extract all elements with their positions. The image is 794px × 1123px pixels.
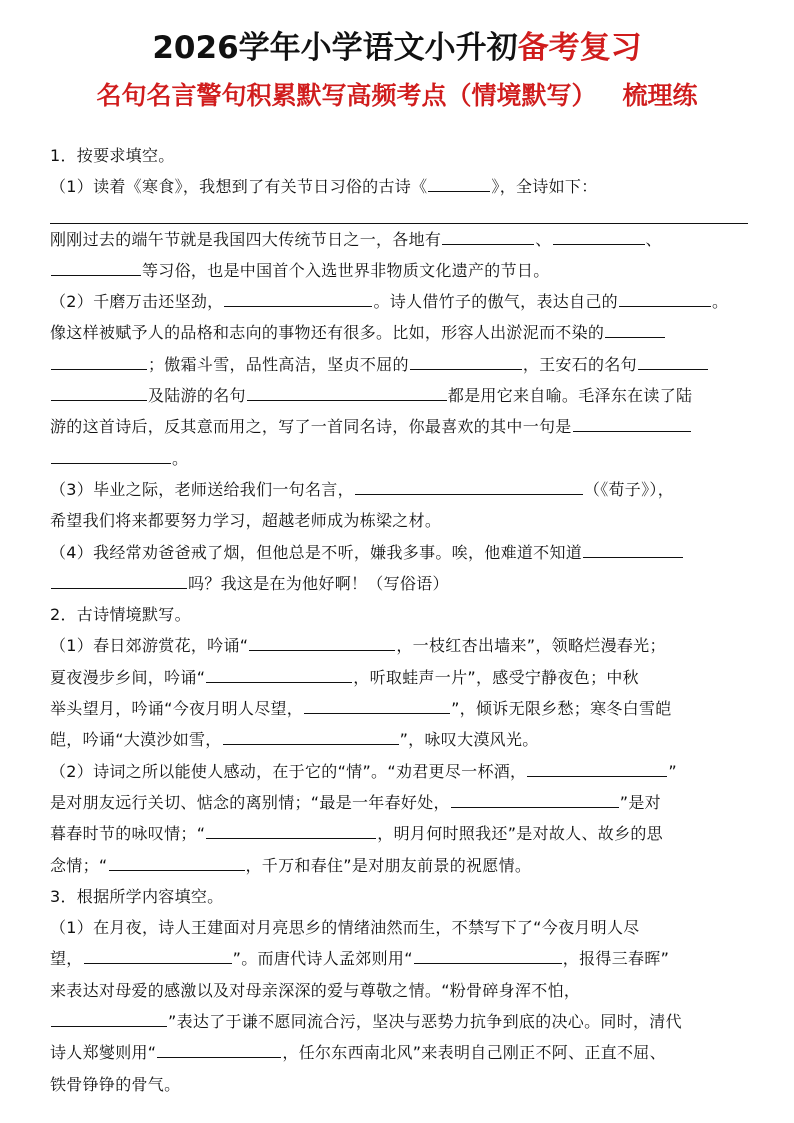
q1-line: （2）千磨万击还坚劲， 。诗人借竹子的傲气，表达自己的 。 <box>50 286 772 317</box>
answer-blank[interactable] <box>304 695 450 714</box>
answer-blank[interactable] <box>51 445 171 464</box>
q1-line: 。 <box>50 443 772 474</box>
answer-blank[interactable] <box>414 945 562 964</box>
q1-line: 希望我们将来都要努力学习，超越老师成为栋梁之材。 <box>50 511 442 531</box>
page-title <box>0 28 794 68</box>
q2-line: 夏夜漫步乡间，吟诵“ ，听取蛙声一片”，感受宁静夜色；中秋 <box>50 662 772 693</box>
answer-blank[interactable] <box>442 226 534 245</box>
title-red: 备考复习 <box>517 30 642 66</box>
answer-blank[interactable] <box>527 758 667 777</box>
worksheet-body <box>50 140 772 1100</box>
answer-blank[interactable] <box>410 351 522 370</box>
answer-blank[interactable] <box>51 570 187 589</box>
q3-line: （1）在月夜，诗人王建面对月亮思乡的情绪油然而生，不禁写下了“今夜月明人尽 <box>50 918 640 938</box>
answer-blank[interactable] <box>583 539 683 558</box>
q1-line: （1）读着《寒食》，我想到了有关节日习俗的古诗《 》，全诗如下： <box>50 171 772 202</box>
q1-heading: 1．按要求填空。 <box>50 146 175 165</box>
answer-blank[interactable] <box>247 382 447 401</box>
answer-blank[interactable] <box>451 789 619 808</box>
answer-blank[interactable] <box>428 173 490 192</box>
q2-line: 是对朋友远行关切、惦念的离别情；“最是一年春好处， ”是对 <box>50 787 772 818</box>
q1-line: 像这样被赋予人的品格和志向的事物还有很多。比如，形容人出淤泥而不染的 <box>50 317 772 348</box>
answer-blank[interactable] <box>638 351 708 370</box>
q1-line: （4）我经常劝爸爸戒了烟，但他总是不听，嫌我多事。唉，他难道不知道 <box>50 537 772 568</box>
answer-blank[interactable] <box>51 257 141 276</box>
q3-heading: 3．根据所学内容填空。 <box>50 886 224 906</box>
q2-line: （2）诗词之所以能使人感动，在于它的“情”。“劝君更尽一杯酒， ” <box>50 756 772 787</box>
answer-blank[interactable] <box>206 820 376 839</box>
q1-line: 刚刚过去的端午节就是我国四大传统节日之一，各地有 、 、 <box>50 224 772 255</box>
answer-blank[interactable] <box>605 319 665 338</box>
answer-blank[interactable] <box>249 632 395 651</box>
q1-line: ；傲霜斗雪，品性高洁，坚贞不屈的 ，王安石的名句 <box>50 349 772 380</box>
answer-blank[interactable] <box>573 413 691 432</box>
answer-blank[interactable] <box>51 351 147 370</box>
q2-line: 皑，吟诵“大漠沙如雪， ”，咏叹大漠风光。 <box>50 724 772 755</box>
q3-line: 铁骨铮铮的骨气。 <box>50 1074 181 1094</box>
answer-blank[interactable] <box>619 288 711 307</box>
q3-line: 望， ”。而唐代诗人孟郊则用“ ，报得三春晖” <box>50 943 772 974</box>
answer-blank[interactable] <box>206 664 352 683</box>
q3-line: 来表达对母爱的感激以及对母亲深深的爱与尊敬之情。“粉骨碎身浑不怕， <box>50 980 581 1000</box>
answer-blank[interactable] <box>157 1039 281 1058</box>
answer-blank[interactable] <box>224 288 372 307</box>
q2-line: 举头望月，吟诵“今夜月明人尽望， ”，倾诉无限乡愁；寒冬白雪皑 <box>50 693 772 724</box>
q1-line: 游的这首诗后，反其意而用之，写了一首同名诗，你最喜欢的其中一句是 <box>50 411 772 442</box>
title-black: 2026学年小学语文小升初 <box>152 30 518 66</box>
q3-line: ”表达了于谦不愿同流合污，坚决与恶势力抗争到底的决心。同时，清代 <box>50 1006 772 1037</box>
q1-line: 等习俗，也是中国首个入选世界非物质文化遗产的节日。 <box>50 255 772 286</box>
q2-line: 暮春时节的咏叹情；“ ，明月何时照我还”是对故人、故乡的思 <box>50 818 772 849</box>
answer-blank[interactable] <box>51 382 147 401</box>
q1-line: （3）毕业之际，老师送给我们一句名言， （《荀子》）， <box>50 474 772 505</box>
page-subtitle: 名句名言警句积累默写高频考点（情境默写） 梳理练 <box>96 81 698 110</box>
answer-blank[interactable] <box>223 726 399 745</box>
answer-blank[interactable] <box>84 945 232 964</box>
q2-heading: 2．古诗情境默写。 <box>50 605 191 625</box>
q2-line: （1）春日郊游赏花，吟诵“ ，一枝红杏出墙来”，领略烂漫春光； <box>50 630 772 661</box>
answer-blank[interactable] <box>355 476 583 495</box>
q3-line: 诗人郑燮则用“ ，任尔东西南北风”来表明自己刚正不阿、正直不屈、 <box>50 1037 772 1068</box>
q2-line: 念情；“ ，千万和春住”是对朋友前景的祝愿情。 <box>50 850 772 881</box>
answer-line-full[interactable] <box>50 201 748 224</box>
answer-blank[interactable] <box>109 852 245 871</box>
q1-line: 及陆游的名句 都是用它来自喻。毛泽东在读了陆 <box>50 380 772 411</box>
q1-line: 吗？我这是在为他好啊！（写俗语） <box>50 568 772 599</box>
answer-blank[interactable] <box>51 1008 167 1027</box>
answer-blank[interactable] <box>553 226 645 245</box>
